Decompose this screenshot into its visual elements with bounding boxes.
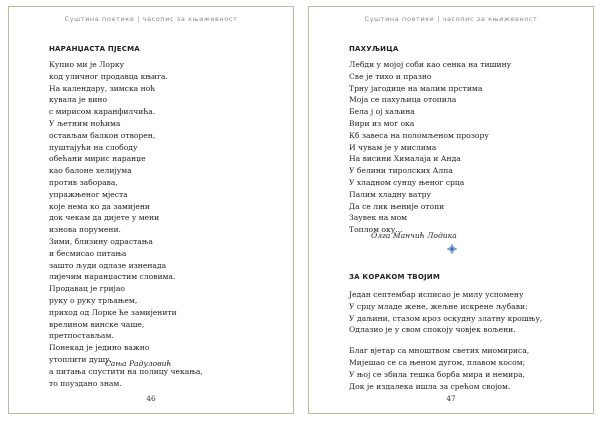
poem-title: НАРАНЏАСТА ПЈЕСМА (49, 45, 140, 53)
poem-line: пуштајући на слободу (49, 142, 138, 152)
poem-line: Одлазио је у свом спокоју човјек вољени. (349, 325, 516, 335)
poem-line: утоплити душу, (49, 354, 112, 364)
poem-line: Један септембар исписао је милу успомену (349, 290, 524, 299)
poem-line: У даљини, стазом кроз оскудну златну крошњу, (349, 313, 543, 323)
poem-line: Бела ј ој хаљина (349, 107, 415, 117)
poem-line: док чекам да дијете у мени (49, 213, 160, 223)
poem-line: У њој се збила тешка борба мира и немира, (349, 369, 526, 379)
poem-line: Купио ми је Лорку (49, 60, 125, 69)
poem-line: и бесмисао питања (49, 248, 127, 258)
poem-line: Трну јагодице на малим прстима (349, 83, 483, 93)
poem-line: Мијешао се са њеном дугом, плавом косом; (349, 357, 526, 367)
poem-body (349, 289, 542, 392)
running-header: Суштина поетике | часопис за књижевност (64, 15, 238, 23)
poem-line: приход од Лорке ће замијенити (49, 307, 177, 317)
poem-line: код уличног продавца књига. (49, 71, 168, 81)
poem-line: У срцу младе жене, жељне искрене љубави: (349, 301, 528, 311)
poem-line: то поуздано знам. (49, 378, 122, 388)
left-page (8, 6, 294, 414)
running-header: Суштина поетике | часопис за књижевност (364, 15, 538, 23)
poem-line: претпостављам. (49, 331, 114, 341)
poem-title: ПАХУЉИЦА (349, 45, 399, 53)
flower-ornament-icon (447, 244, 457, 254)
poem-line: Моја се пахуљица отопила (349, 95, 457, 105)
poem-line: На календару, зимска ноћ (49, 83, 156, 93)
poem-line: На висини Хималаја и Анда (349, 154, 461, 164)
page-number: 47 (446, 394, 456, 403)
poem-line: Све је тихо и празно (349, 71, 432, 81)
poem-line: Понекад је једино важно (49, 343, 150, 353)
poem-line: упражњеног мјеста (49, 189, 128, 199)
poem-line: с мирисом каранфилчића. (49, 107, 156, 117)
poem-line: Зими, близину одрастања (49, 236, 153, 246)
poem-author: Сања Радуловић (105, 359, 172, 368)
poem-line: као балоне хелијума (49, 166, 132, 176)
poem-line: У хладном сунцу њеног срца (349, 177, 465, 187)
poem-line: Заувек на мом (349, 213, 408, 223)
poem-title: ЗА КОРАКОМ ТВОЈИМ (349, 273, 441, 281)
poem-line: које нема ко да замијени (49, 201, 150, 211)
poem-line: У љетним ноћима (49, 118, 121, 128)
poem-line: Лебди у мојој соби као сенка на тишину (349, 60, 512, 69)
poem-line: Вири из мог ока (349, 118, 415, 128)
page-number: 46 (146, 394, 156, 403)
poem-line: обећани мирис наранџе (49, 154, 146, 164)
poem-line: Продавац је гријао (49, 284, 125, 294)
poem-line: У белини тиролских Алпа (349, 166, 453, 176)
poem-line: изнова порумени. (49, 225, 121, 235)
poem-line: Да се лик њеније отопи (349, 201, 445, 211)
stanza-gap (349, 336, 542, 345)
poem-line: Палим хладну ватру (349, 189, 431, 199)
poem-line: руку о руку трљањем, (49, 295, 138, 305)
poem-line: против заборава, (49, 177, 118, 187)
poem-line: Благ вјетар са мноштвом светих миомириса, (349, 346, 530, 356)
poem-line: Кб завеса на поломљеном прозору (349, 130, 489, 140)
poem-author: Олга Манчић Лодика (371, 231, 457, 240)
poem-line: врелином винске чаше, (49, 319, 145, 329)
poem-line: И чувам је у мислима (349, 142, 437, 152)
right-page (308, 6, 594, 414)
poem-line: Док је издалека ишла за срећом својом. (349, 381, 511, 391)
poem-body (49, 59, 203, 389)
poem-line: а питања спустити на полицу чекања, (49, 366, 203, 376)
poem-line: кувала је вино (49, 95, 108, 105)
poem-line: зашто људи одлазе изненада (49, 260, 167, 270)
poem-line: Топлом оку... (349, 225, 403, 235)
poem-body (349, 59, 511, 236)
poem-line: остављам балкон отворен, (49, 130, 156, 140)
poem-line: лијечим наранџастим словима. (49, 272, 176, 282)
